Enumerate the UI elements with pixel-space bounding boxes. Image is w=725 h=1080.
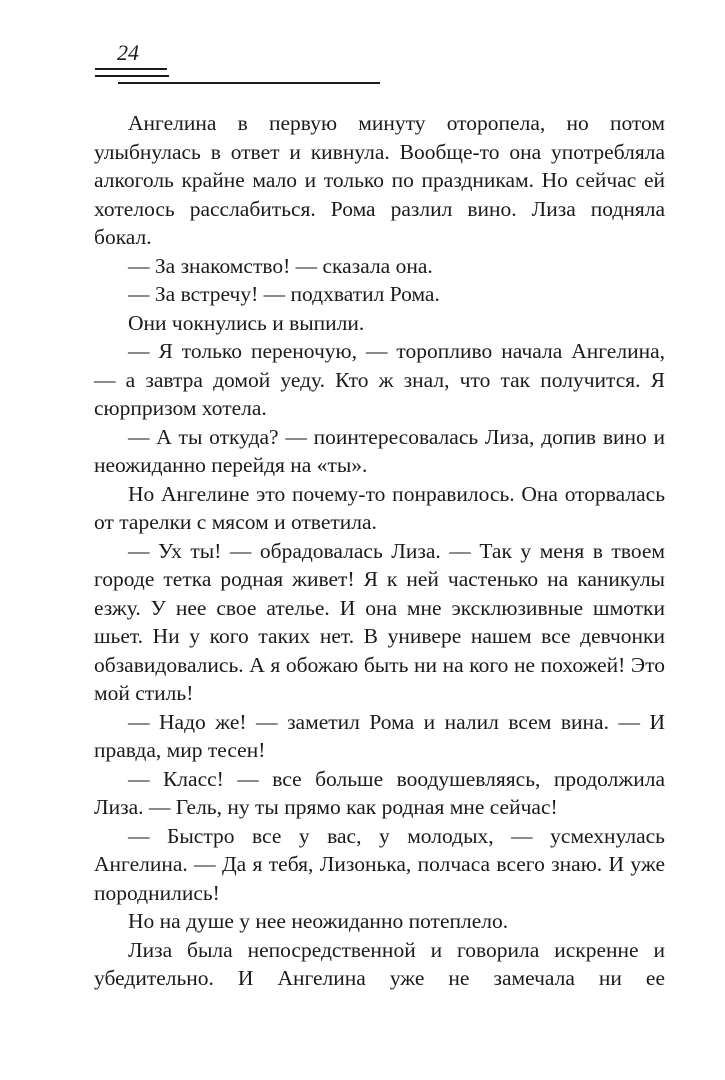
paragraph: Ангелина в первую минуту оторопела, но потом улыбнулась в ответ и кивнула. Вообще-то она употребляла алкоголь крайне мало и только по праздникам. Но сейчас ей хотелось расслабиться. Рома разлил вино. Лиза подняла бокал. [94, 111, 665, 249]
page-number: 24 [117, 40, 139, 65]
paragraph: — Быстро все у вас, у молодых, — усмехнулась Ангелина. — Да я тебя, Лизонька, полчаса всего знаю. И уже породнились! [94, 823, 665, 905]
paragraph: — Надо же! — заметил Рома и налил всем вина. — И правда, мир тесен! [94, 709, 665, 762]
page-text [94, 109, 665, 993]
paragraph: — За знакомство! — сказала она. [128, 253, 433, 278]
paragraph: — За встречу! — подхватил Рома. [128, 282, 440, 306]
paragraph: — Ух ты! — обрадовалась Лиза. — Так у меня в твоем городе тетка родная живет! Я к ней частенько на каникулы езжу. У нее свое ателье. И она мне эксклюзивные шмотки шьет. Ни у кого таких нет. В универе нашем все девчонки обзавидовались. А я обожаю быть ни на кого не похожей! Это мой стиль! [94, 538, 665, 705]
paragraph: — А ты откуда? — поинтересовалась Лиза, допив вино и неожиданно перейдя на «ты». [94, 424, 665, 477]
paragraph: — Класс! — все больше воодушевляясь, продолжила Лиза. — Гель, ну ты прямо как родная мне сейчас! [94, 766, 665, 819]
paragraph: Но на душе у нее неожиданно потеплело. [128, 909, 509, 933]
header-rule-long [118, 82, 380, 84]
header-rule-short-bottom [95, 75, 169, 77]
page-header [0, 0, 725, 100]
paragraph: Лиза была непосредственной и говорила искренне и убедительно. И Ангелина уже не замечала ни ее [94, 937, 665, 990]
paragraph: Они чокнулись и выпили. [128, 310, 365, 335]
paragraph: — Я только переночую, — торопливо начала Ангелина, — а завтра домой уеду. Кто ж знал, что так получится. Я сюрпризом хотела. [94, 339, 665, 420]
paragraph: Но Ангелине это почему-то понравилось. Она оторвалась от тарелки с мясом и ответила. [94, 481, 665, 534]
header-rule-short-top [95, 68, 167, 70]
